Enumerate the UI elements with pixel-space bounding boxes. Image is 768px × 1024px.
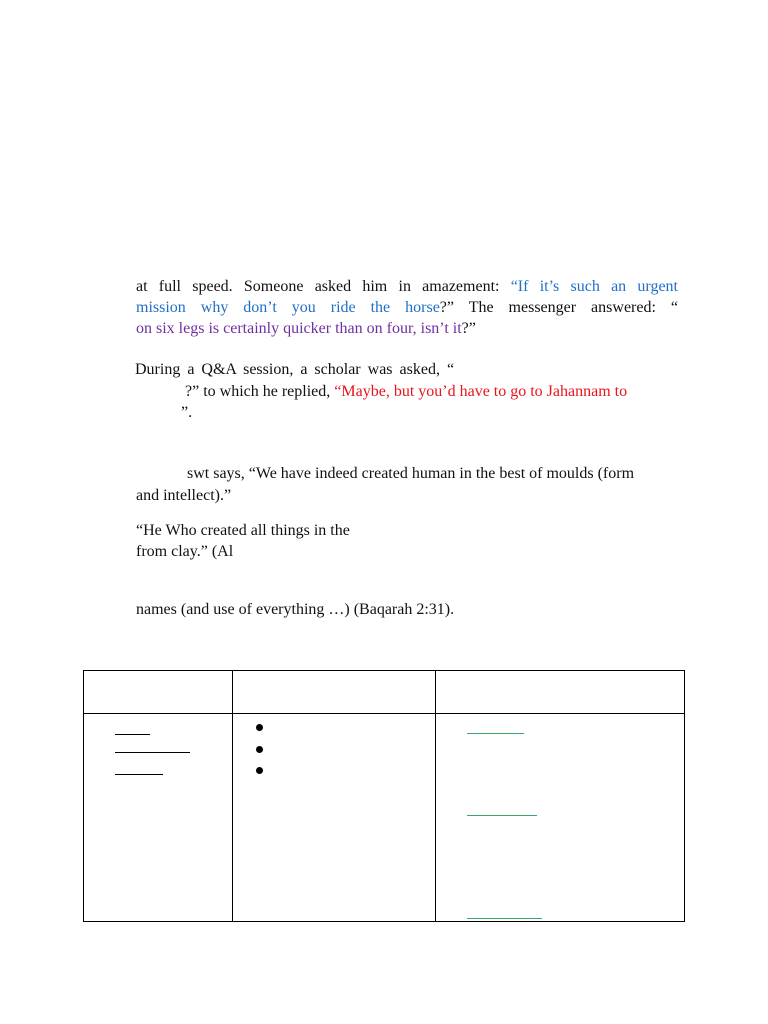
paragraph-3-line-1 <box>187 464 634 484</box>
narrative-text: ?” The messenger answered: “ <box>439 299 679 316</box>
paragraph-2-line-2 <box>185 382 627 402</box>
paragraph-4-line-1 <box>136 521 350 541</box>
narrative-text: During a Q&A session, a scholar was asked, “ <box>135 361 455 378</box>
paragraph-2-line-1 <box>135 360 454 380</box>
fill-in-blank[interactable] <box>467 815 537 816</box>
verse-text: names (and use of everything …) (Baqarah 2:31). <box>136 601 455 618</box>
narrative-text: ?” to which he replied, <box>185 383 335 400</box>
narrative-text: at full speed. Someone asked him in amazement: <box>136 278 511 295</box>
verse-text: from clay.” (Al <box>136 543 234 560</box>
quoted-question: mission why don’t you ride the horse <box>136 299 440 316</box>
table-column-divider-1 <box>232 671 233 921</box>
table-column-divider-2 <box>435 671 436 921</box>
table-header-divider <box>84 713 684 714</box>
bullet-point <box>256 724 263 731</box>
quoted-question: “If it’s such an urgent <box>510 278 678 295</box>
paragraph-2-line-3 <box>181 403 192 423</box>
narrative-text: ”. <box>181 404 193 421</box>
narrative-text: ?” <box>461 320 476 337</box>
fill-in-blank[interactable] <box>115 734 150 735</box>
verse-text: swt says, “We have indeed created human in the best of moulds (form <box>187 465 635 482</box>
quoted-reply: “Maybe, but you’d have to go to Jahannam to <box>334 383 628 400</box>
fill-in-blank[interactable] <box>467 918 542 919</box>
fill-in-blank[interactable] <box>115 752 190 753</box>
fill-in-blank[interactable] <box>115 774 163 775</box>
verse-text: “He Who created all things in the <box>136 522 350 539</box>
paragraph-4-line-2 <box>136 542 233 562</box>
paragraph-3-line-2 <box>136 486 231 506</box>
quoted-answer: on six legs is certainly quicker than on four, isn’t it <box>136 320 462 337</box>
fill-in-blank[interactable] <box>467 733 524 734</box>
paragraph-1-line-3 <box>136 319 476 339</box>
worksheet-table <box>83 670 685 922</box>
paragraph-5-line-1 <box>136 600 454 620</box>
verse-text: and intellect).” <box>136 487 232 504</box>
paragraph-1-line-2 <box>136 298 678 318</box>
bullet-point <box>256 746 263 753</box>
paragraph-1-line-1 <box>136 277 678 297</box>
bullet-point <box>256 767 263 774</box>
